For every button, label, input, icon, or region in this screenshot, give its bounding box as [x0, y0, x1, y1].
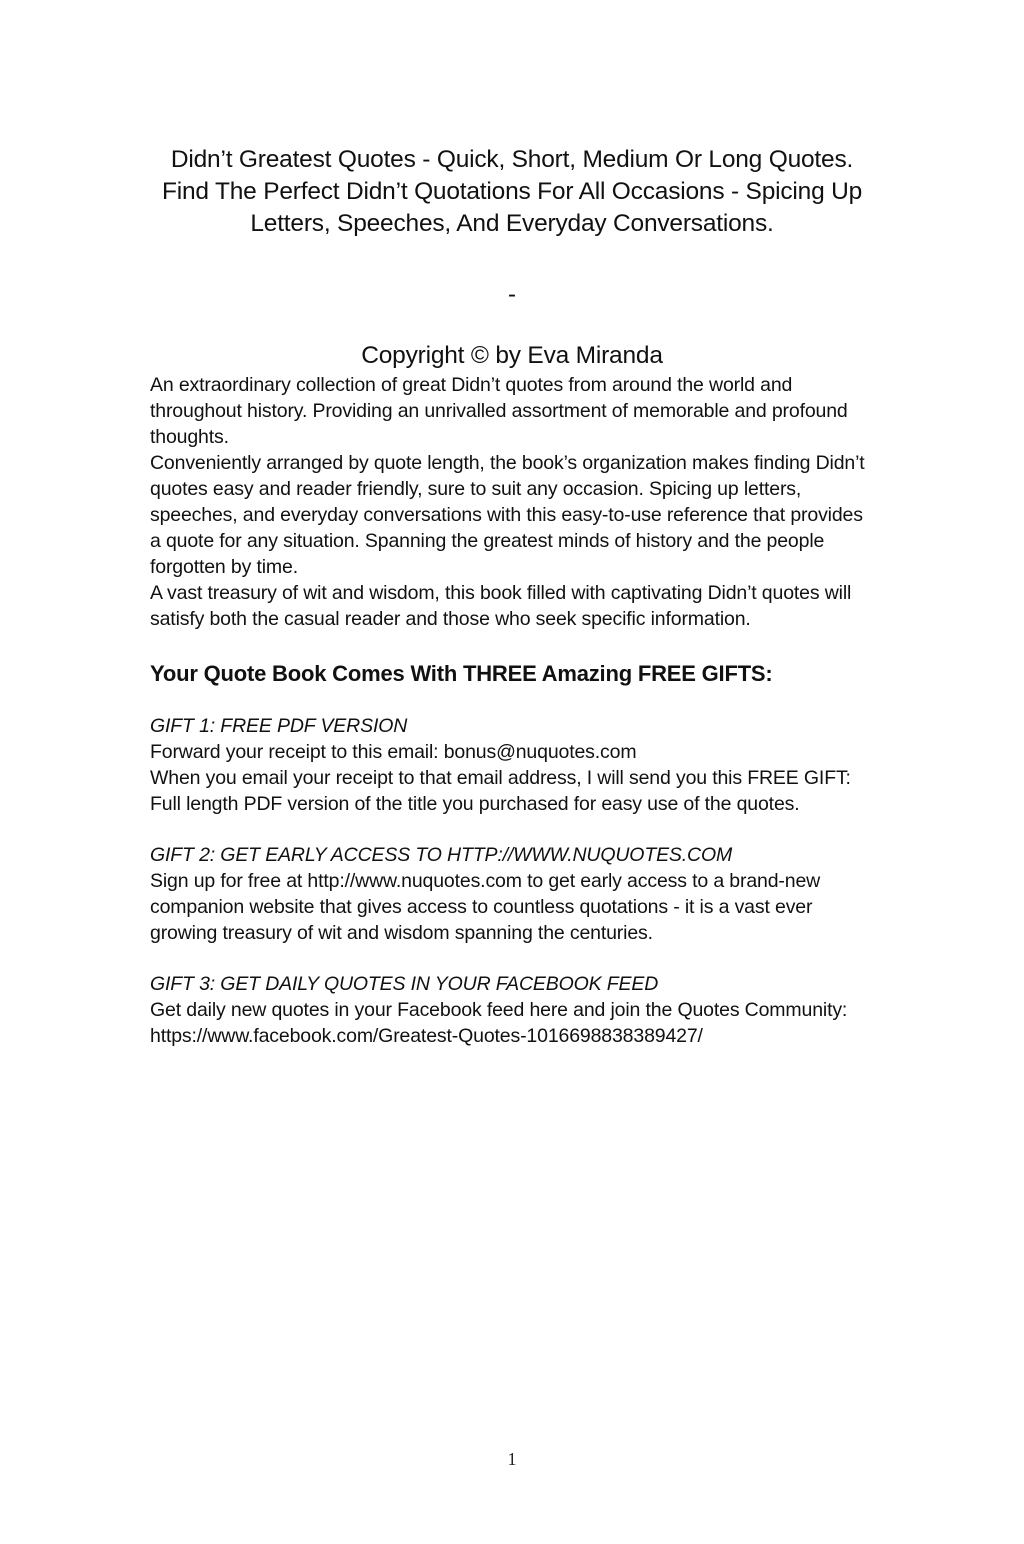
book-title: Didn’t Greatest Quotes - Quick, Short, Medium Or Long Quotes. Find The Perfect Didn’t Quotations For All Occasions - Spicing Up Letters, Speeches, And Everyday Conversations.	[161, 146, 863, 237]
gift-2-description: Sign up for free at http://www.nuquotes.com to get early access to a brand-new companion website that gives access to countless quotations - it is a vast ever growing treasury of wit and wisdom spanning the centuries.	[150, 870, 821, 944]
gift-1-email-line[interactable]: Forward your receipt to this email: bonus@nuquotes.com	[150, 741, 637, 763]
page-content	[150, 144, 874, 1049]
facebook-link[interactable]: https://www.facebook.com/Greatest-Quotes-1016698838389427/	[150, 1025, 703, 1047]
copyright-line: Copyright © by Eva Miranda	[361, 342, 663, 369]
organization-paragraph: Conveniently arranged by quote length, the book’s organization makes finding Didn’t quotes easy and reader friendly, sure to suit any occasion. Spicing up letters, speeches, and everyday conversations with this easy-to-use reference that provides a quote for any situation. Spanning the greatest minds of history and the people forgotten by time.	[150, 452, 865, 578]
page-number: 1	[507, 1449, 517, 1469]
gifts-heading: Your Quote Book Comes With THREE Amazing FREE GIFTS:	[150, 661, 773, 686]
gift-3-title: GIFT 3: GET DAILY QUOTES IN YOUR FACEBOOK FEED	[150, 973, 659, 995]
title-separator: -	[508, 281, 516, 308]
gift-2-title: GIFT 2: GET EARLY ACCESS TO HTTP://WWW.NUQUOTES.COM	[150, 844, 733, 866]
gift-3-description: Get daily new quotes in your Facebook feed here and join the Quotes Community:	[150, 999, 848, 1021]
gift-1-description: When you email your receipt to that email address, I will send you this FREE GIFT: Full length PDF version of the title you purchased for easy use of the quotes.	[150, 767, 851, 815]
treasury-paragraph: A vast treasury of wit and wisdom, this book filled with captivating Didn’t quotes will satisfy both the casual reader and those who seek specific information.	[150, 582, 852, 630]
intro-paragraph: An extraordinary collection of great Didn’t quotes from around the world and throughout history. Providing an unrivalled assortment of memorable and profound thoughts.	[150, 374, 848, 448]
gift-1-title: GIFT 1: FREE PDF VERSION	[150, 715, 408, 737]
